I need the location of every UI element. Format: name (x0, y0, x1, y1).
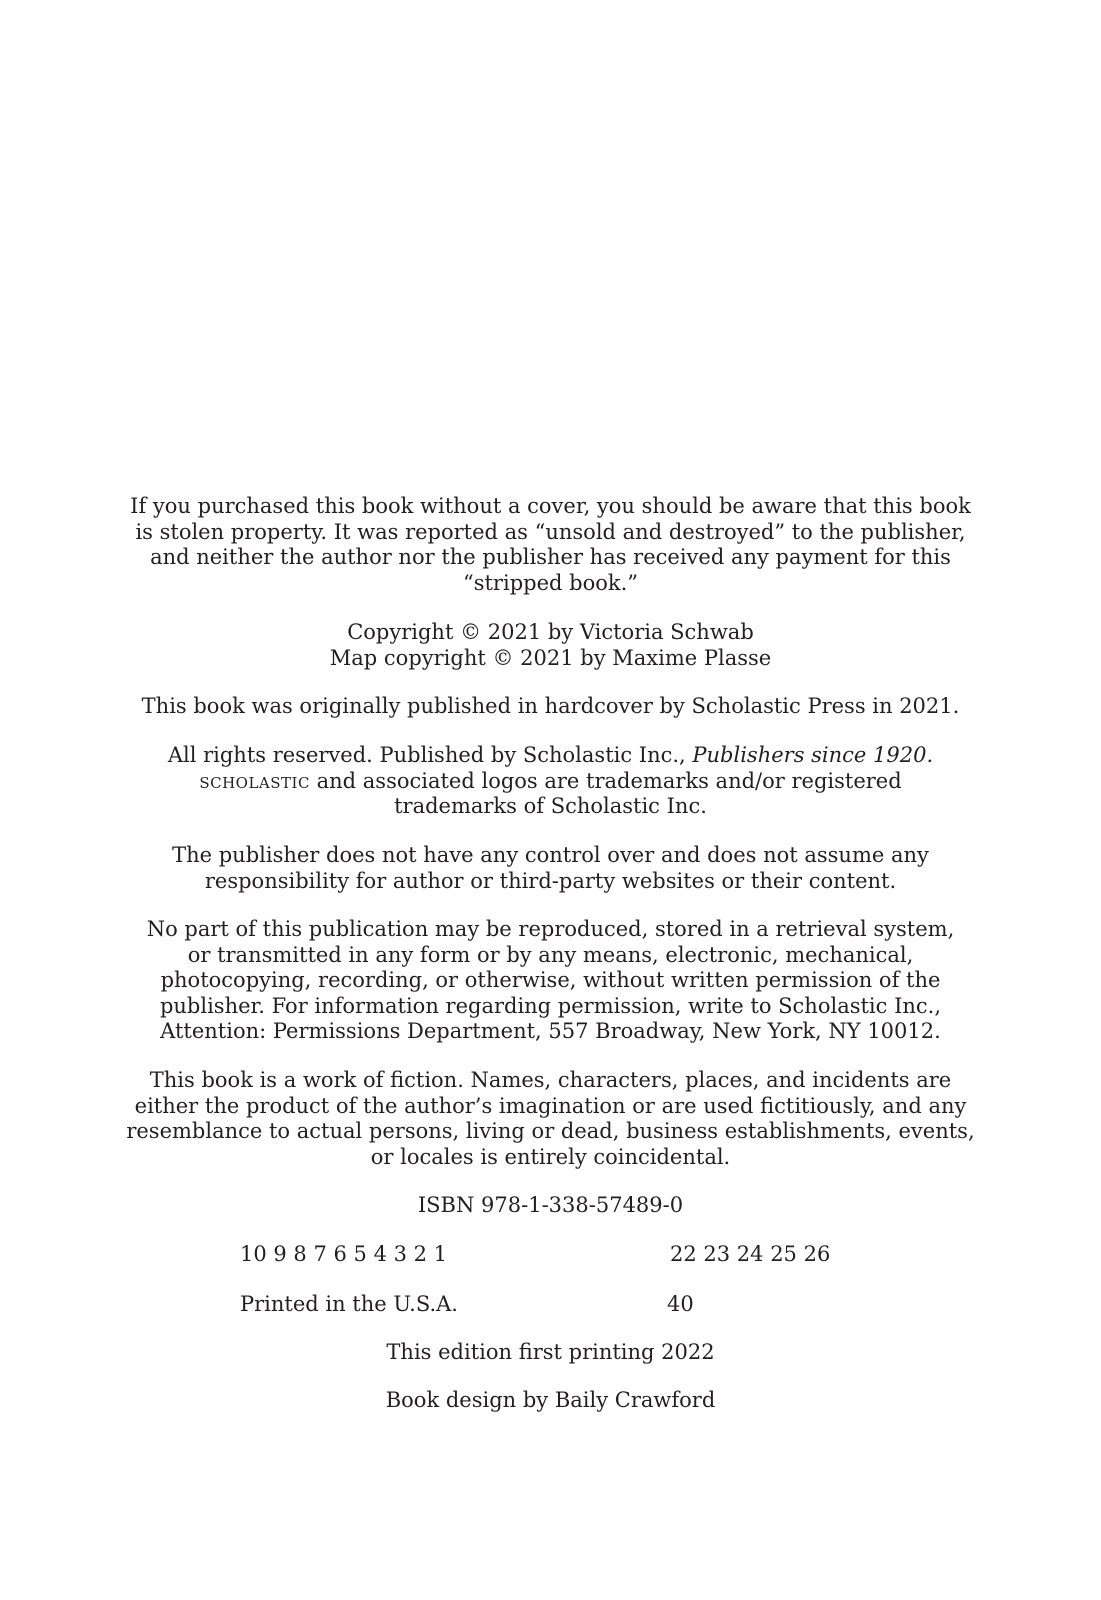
third-party-notice (120, 843, 981, 894)
stripped-notice-line: “stripped book.” (462, 570, 638, 595)
fiction-line: either the product of the author’s imagination or are used fictitiously, and any (134, 1093, 967, 1118)
isbn-line: ISBN 978-1-338-57489-0 (417, 1193, 684, 1217)
third-party-line: responsibility for author or third-party websites or their content. (204, 868, 897, 893)
edition-printing (120, 1340, 981, 1366)
stripped-notice-line: and neither the author nor the publisher has received any payment for this (150, 545, 951, 569)
edition-line: This edition first printing 2022 (386, 1340, 715, 1364)
rights-block (120, 743, 981, 820)
book-design-credit (120, 1388, 981, 1414)
fiction-line: This book is a work of fiction. Names, characters, places, and incidents are (149, 1068, 952, 1092)
printing-number-line: 10 9 8 7 6 5 4 3 2 1 (240, 1242, 448, 1266)
original-publication (120, 694, 981, 720)
reproduction-line: photocopying, recording, or otherwise, without written permission of the (160, 968, 941, 992)
rights-line-1 (120, 743, 981, 769)
fiction-line: resemblance to actual persons, living or dead, business establishments, events, (126, 1119, 975, 1143)
fiction-line: or locales is entirely coincidental. (370, 1144, 731, 1169)
book-design-line: Book design by Baily Crawford (385, 1388, 716, 1412)
rights-line-2-rest: and associated logos are trademarks and/or registered (309, 768, 902, 793)
rights-line-3: trademarks of Scholastic Inc. (394, 794, 707, 818)
reproduction-line: Attention: Permissions Department, 557 Broadway, New York, NY 10012. (160, 1019, 941, 1043)
year-line: 22 23 24 25 26 (670, 1242, 831, 1266)
publishers-since: Publishers since 1920. (692, 743, 934, 767)
stripped-book-notice (120, 494, 981, 596)
printer-code: 40 (667, 1292, 694, 1316)
text-copyright: Copyright © 2021 by Victoria Schwab (347, 620, 754, 644)
copyright-block (120, 620, 981, 671)
reproduction-notice (120, 917, 981, 1045)
stripped-notice-line: is stolen property. It was reported as “unsold and destroyed” to the publisher, (135, 519, 966, 544)
rights-prefix: All rights reserved. Published by Scholastic Inc., (167, 743, 693, 767)
printed-in: Printed in the U.S.A. (240, 1292, 458, 1316)
reproduction-line: or transmitted in any form or by any means, electronic, mechanical, (187, 942, 914, 967)
stripped-notice-line: If you purchased this book without a cover, you should be aware that this book (130, 494, 971, 518)
reproduction-line: publisher. For information regarding permission, write to Scholastic Inc., (159, 993, 942, 1018)
original-publication-line: This book was originally published in hardcover by Scholastic Press in 2021. (141, 694, 960, 718)
third-party-line: The publisher does not have any control over and does not assume any (172, 843, 929, 867)
map-copyright: Map copyright © 2021 by Maxime Plasse (329, 645, 772, 670)
reproduction-line: No part of this publication may be reproduced, stored in a retrieval system, (146, 917, 955, 941)
isbn (120, 1193, 981, 1219)
rights-line-2 (120, 769, 981, 795)
scholastic-trademark: scholastic (199, 768, 310, 793)
fiction-notice (120, 1068, 981, 1170)
